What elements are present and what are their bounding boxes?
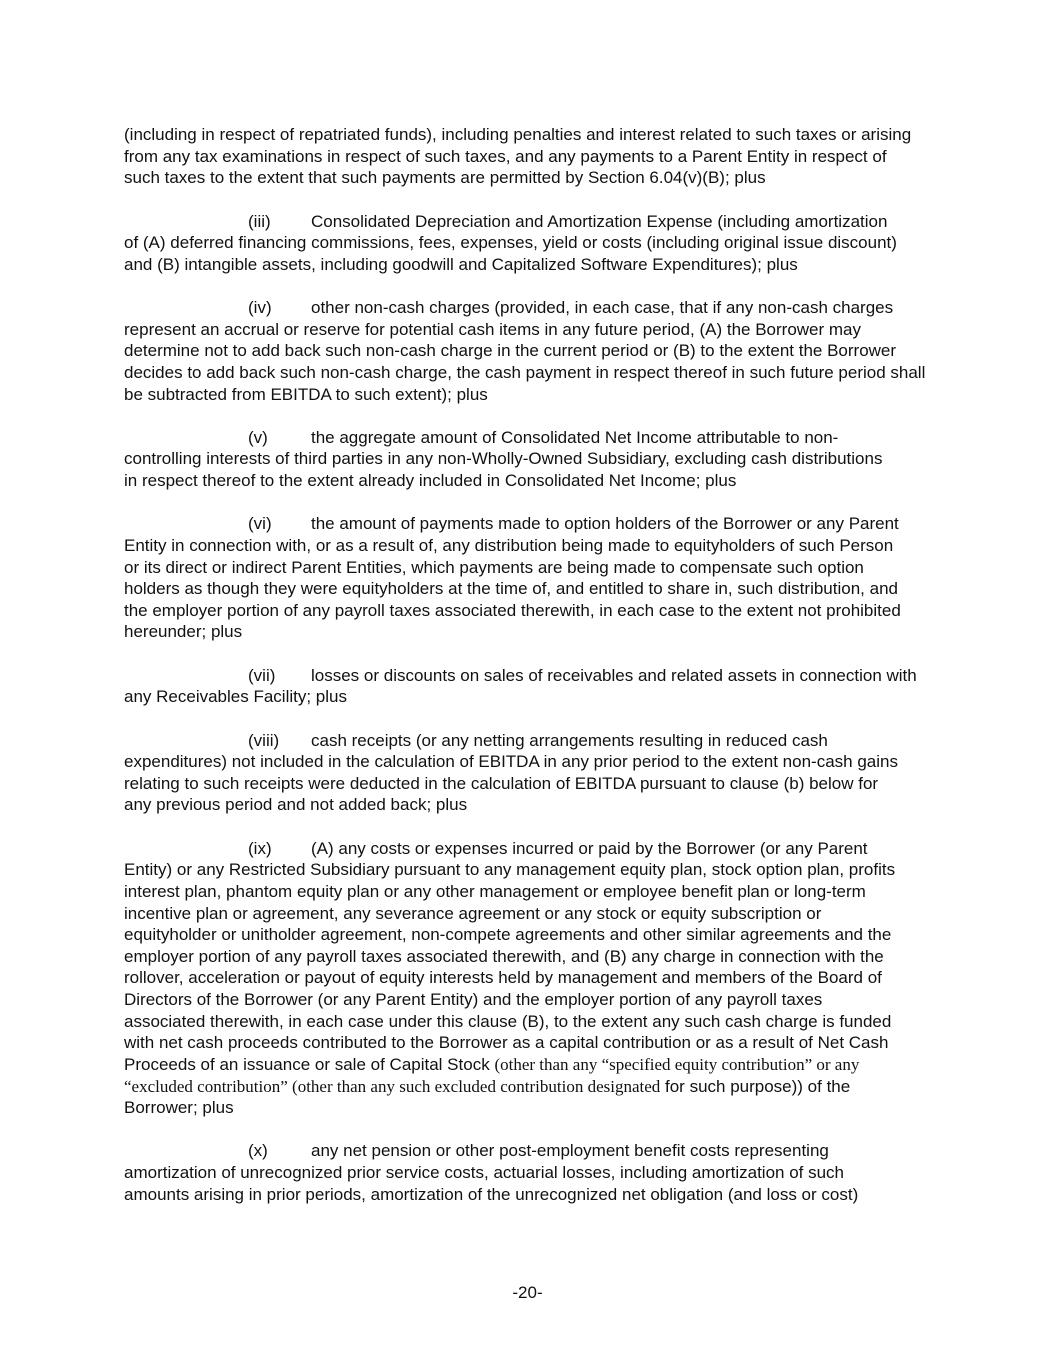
clause-iv [124,297,954,405]
mixed-font-line [124,1054,954,1076]
text-line: interest plan, phantom equity plan or any other management or employee benefit plan or long-term [124,881,866,901]
clause-first-line [124,211,954,233]
text-line: holders as though they were equityholders at the time of, and entitled to share in, such distribution, and [124,579,898,599]
text-line: amounts arising in prior periods, amortization of the unrecognized net obligation (and loss or cost) [124,1184,859,1204]
mixed-font-line [124,1076,954,1098]
text-line: of (A) deferred financing commissions, fees, expenses, yield or costs (including original issue discount) [124,233,897,253]
text-line: hereunder; plus [124,622,243,642]
text-line: rollover, acceleration or payout of equity interests held by management and members of the Board of [124,968,882,988]
clause-number: (iv) [248,298,272,317]
clause-first-line [124,730,954,752]
clause-first-line [124,513,954,535]
text-line: equityholder or unitholder agreement, non-compete agreements and other similar agreements and the [124,925,892,945]
text-line: with net cash proceeds contributed to the Borrower as a capital contribution or as a result of Net Cash [124,1033,889,1053]
clause-number: (v) [248,427,268,447]
text-line: represent an accrual or reserve for potential cash items in any future period, (A) the Borrower may [124,319,862,339]
text-line: such taxes to the extent that such payments are permitted by Section 6.04(v)(B); plus [124,168,766,188]
clause-v [124,427,954,492]
text-line: determine not to add back such non-cash charge in the current period or (B) to the extent the Borrower [124,341,897,361]
text-segment: for such purpose)) of the [660,1076,851,1096]
intro-paragraph [124,124,954,189]
clause-x [124,1140,954,1205]
text-segment: Proceeds of an issuance or sale of Capital Stock [124,1054,495,1074]
clause-first-line [124,297,954,319]
clause-viii [124,730,954,817]
text-line: associated therewith, in each case under this clause (B), to the extent any such cash charge is funded [124,1011,892,1031]
clause-vi [124,513,954,643]
text-line: any previous period and not added back; plus [124,795,468,815]
clause-first-line [124,427,954,449]
clause-number: (viii) [248,730,280,750]
text-line: cash receipts (or any netting arrangements resulting in reduced cash [311,730,828,750]
text-line: in respect thereof to the extent already included in Consolidated Net Income; plus [124,471,737,490]
clause-vii [124,665,954,708]
clause-first-line [124,665,954,687]
page-number: -20- [512,1283,543,1302]
text-line: Entity) or any Restricted Subsidiary pursuant to any management equity plan, stock option plan, profits [124,860,896,880]
text-line: the amount of payments made to option holders of the Borrower or any Parent [311,514,899,534]
text-line: Directors of the Borrower (or any Parent Entity) and the employer portion of any payroll taxes [124,990,823,1009]
text-line: or its direct or indirect Parent Entities, which payments are being made to compensate such option [124,557,864,577]
clause-ix [124,838,954,1119]
serif-text-segment: (other than any “specified equity contribution” or any [494,1054,860,1074]
text-line: from any tax examinations in respect of such taxes, and any payments to a Parent Entity in respect of [124,146,887,166]
clause-number: (vi) [248,514,272,534]
text-line: (including in respect of repatriated funds), including penalties and interest related to such taxes or arising [124,125,912,144]
text-line: any Receivables Facility; plus [124,687,347,707]
text-line: Consolidated Depreciation and Amortization Expense (including amortization [311,211,888,231]
text-line: incentive plan or agreement, any severance agreement or any stock or equity subscription or [124,903,822,923]
text-line: any net pension or other post-employment benefit costs representing [311,1141,829,1161]
body-text [124,124,954,1227]
text-line: amortization of unrecognized prior service costs, actuarial losses, including amortization of such [124,1163,845,1182]
text-line: relating to such receipts were deducted in the calculation of EBITDA pursuant to clause (b) below for [124,773,879,793]
clause-iii [124,211,954,276]
text-line: controlling interests of third parties in any non-Wholly-Owned Subsidiary, excluding cash distributions [124,449,883,469]
text-line: the aggregate amount of Consolidated Net Income attributable to non- [311,427,839,447]
clause-number: (ix) [248,838,272,858]
text-line: Borrower; plus [124,1098,234,1118]
text-line: expenditures) not included in the calculation of EBITDA in any prior period to the extent non-cash gains [124,752,898,772]
clause-first-line [124,1140,954,1162]
clause-number: (iii) [248,211,271,231]
text-line: be subtracted from EBITDA to such extent); plus [124,384,488,404]
clause-number: (vii) [248,665,276,685]
text-line: decides to add back such non-cash charge, the cash payment in respect thereof in such future period shall [124,362,926,382]
text-line: other non-cash charges (provided, in each case, that if any non-cash charges [311,298,894,317]
text-line: (A) any costs or expenses incurred or paid by the Borrower (or any Parent [311,838,868,858]
text-line: and (B) intangible assets, including goodwill and Capitalized Software Expenditures); plus [124,254,798,274]
text-line: employer portion of any payroll taxes associated therewith, and (B) any charge in connection with the [124,946,884,966]
serif-text-segment: “excluded contribution” (other than any such excluded contribution designated [124,1076,661,1096]
text-line: the employer portion of any payroll taxes associated therewith, in each case to the extent not prohibited [124,600,901,620]
text-line: Entity in connection with, or as a result of, any distribution being made to equityholders of such Person [124,535,894,555]
text-line: losses or discounts on sales of receivables and related assets in connection with [311,665,917,685]
clause-number: (x) [248,1141,268,1161]
clause-first-line [124,838,954,860]
